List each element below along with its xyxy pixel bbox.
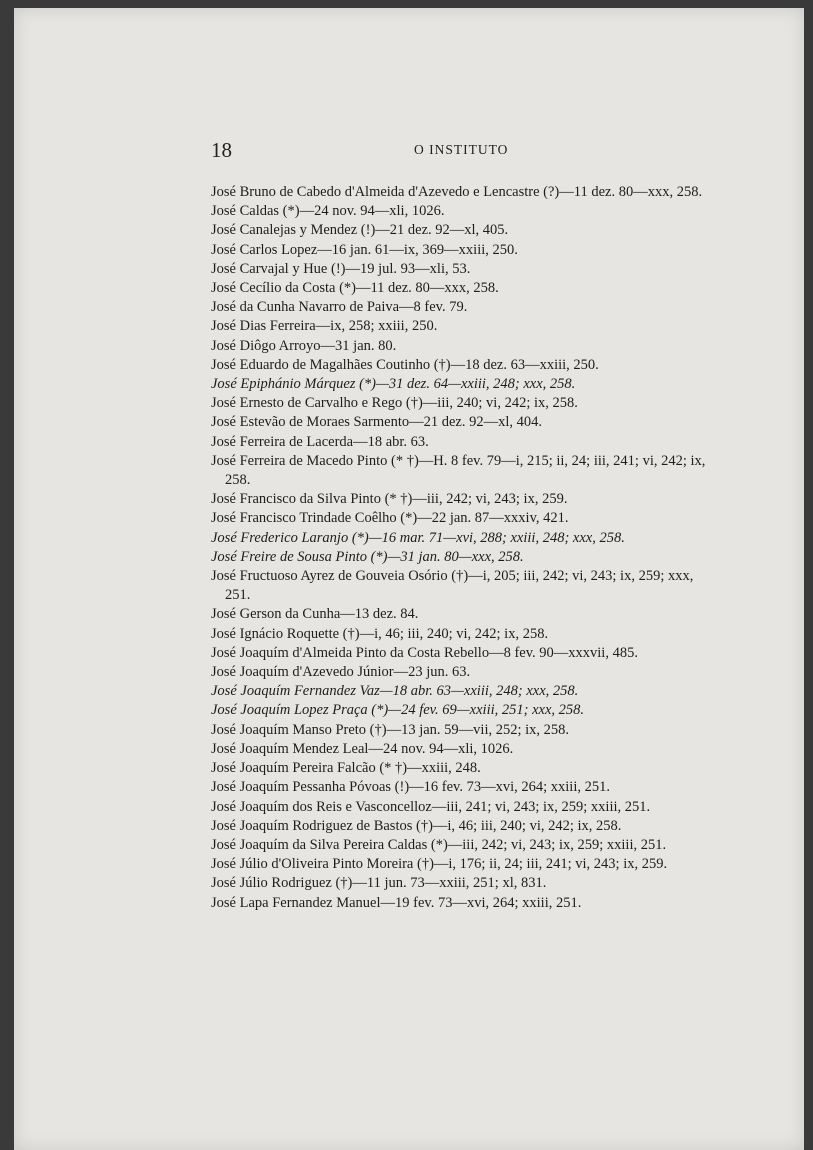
list-item: José Joaquím Rodriguez de Bastos (†)—i, 46; iii, 240; vi, 242; ix, 258. [211, 817, 622, 834]
list-item: José Diôgo Arroyo—31 jan. 80. [211, 337, 397, 354]
list-item: José Estevão de Moraes Sarmento—21 dez. 92—xl, 404. [211, 414, 543, 431]
page-number: 18 [211, 138, 232, 162]
list-item: José Caldas (*)—24 nov. 94—xli, 1026. [211, 203, 445, 220]
list-item: José Joaquím dos Reis e Vasconcelloz—iii, 241; vi, 243; ix, 259; xxiii, 251. [211, 798, 651, 815]
list-item: José Ernesto de Carvalho e Rego (†)—iii, 240; vi, 242; ix, 258. [211, 395, 578, 412]
list-item: José Frederico Laranjo (*)—16 mar. 71—xvi, 288; xxiii, 248; xxx, 258. [211, 529, 625, 546]
list-item: José Ferreira de Lacerda—18 abr. 63. [211, 433, 429, 450]
list-item: José Lapa Fernandez Manuel—19 fev. 73—xvi, 264; xxiii, 251. [211, 894, 582, 911]
running-head: O INSTITUTO [414, 142, 509, 157]
entry-list [211, 183, 711, 913]
list-item: José Joaquím da Silva Pereira Caldas (*)—iii, 242; vi, 243; ix, 259; xxiii, 251. [211, 836, 667, 853]
list-item: José Bruno de Cabedo d'Almeida d'Azevedo e Lencastre (?)—11 dez. 80—xxx, 258. [211, 184, 703, 200]
list-item: José Francisco Trindade Coêlho (*)—22 jan. 87—xxxiv, 421. [211, 510, 569, 527]
list-item: José Júlio Rodriguez (†)—11 jun. 73—xxiii, 251; xl, 831. [211, 875, 547, 892]
list-item: José Joaquím Fernandez Vaz—18 abr. 63—xxiii, 248; xxx, 258. [211, 683, 579, 700]
list-item: José Fructuoso Ayrez de Gouveia Osório (†)—i, 205; iii, 242; vi, 243; ix, 259; xxx, 251. [211, 568, 694, 604]
list-item: José da Cunha Navarro de Paiva—8 fev. 79. [211, 299, 468, 316]
list-item: José Joaquím Mendez Leal—24 nov. 94—xli, 1026. [211, 740, 514, 757]
list-item: José Joaquím Lopez Praça (*)—24 fev. 69—xxiii, 251; xxx, 258. [211, 702, 585, 719]
list-item: José Joaquím Manso Preto (†)—13 jan. 59—vii, 252; ix, 258. [211, 721, 570, 738]
list-item: José Dias Ferreira—ix, 258; xxiii, 250. [211, 318, 438, 335]
list-item: José Joaquím d'Azevedo Júnior—23 jun. 63. [211, 664, 471, 681]
document-page [14, 8, 804, 1150]
list-item: José Canalejas y Mendez (!)—21 dez. 92—xl, 405. [211, 222, 509, 239]
list-item: José Joaquím Pessanha Póvoas (!)—16 fev. 73—xvi, 264; xxiii, 251. [211, 779, 610, 796]
list-item: José Joaquím Pereira Falcão (* †)—xxiii, 248. [211, 760, 481, 777]
list-item: José Epiphánio Márquez (*)—31 dez. 64—xxiii, 248; xxx, 258. [211, 376, 576, 393]
list-item: José Júlio d'Oliveira Pinto Moreira (†)—i, 176; ii, 24; iii, 241; vi, 243; ix, 259. [211, 856, 668, 873]
list-item: José Eduardo de Magalhães Coutinho (†)—18 dez. 63—xxiii, 250. [211, 356, 599, 373]
list-item: José Cecílio da Costa (*)—11 dez. 80—xxx, 258. [211, 280, 499, 297]
list-item: José Freire de Sousa Pinto (*)—31 jan. 80—xxx, 258. [211, 548, 524, 565]
list-item: José Francisco da Silva Pinto (* †)—iii, 242; vi, 243; ix, 259. [211, 491, 568, 508]
list-item: José Ferreira de Macedo Pinto (* †)—H. 8 fev. 79—i, 215; ii, 24; iii, 241; vi, 242; ix, 258. [211, 452, 706, 489]
list-item: José Gerson da Cunha—13 dez. 84. [211, 606, 419, 623]
list-item: José Carvajal y Hue (!)—19 jul. 93—xli, 53. [211, 260, 471, 277]
list-item: José Joaquím d'Almeida Pinto da Costa Rebello—8 fev. 90—xxxvii, 485. [211, 644, 638, 661]
list-item: José Carlos Lopez—16 jan. 61—ix, 369—xxiii, 250. [211, 241, 518, 258]
list-item: José Ignácio Roquette (†)—i, 46; iii, 240; vi, 242; ix, 258. [211, 625, 549, 642]
